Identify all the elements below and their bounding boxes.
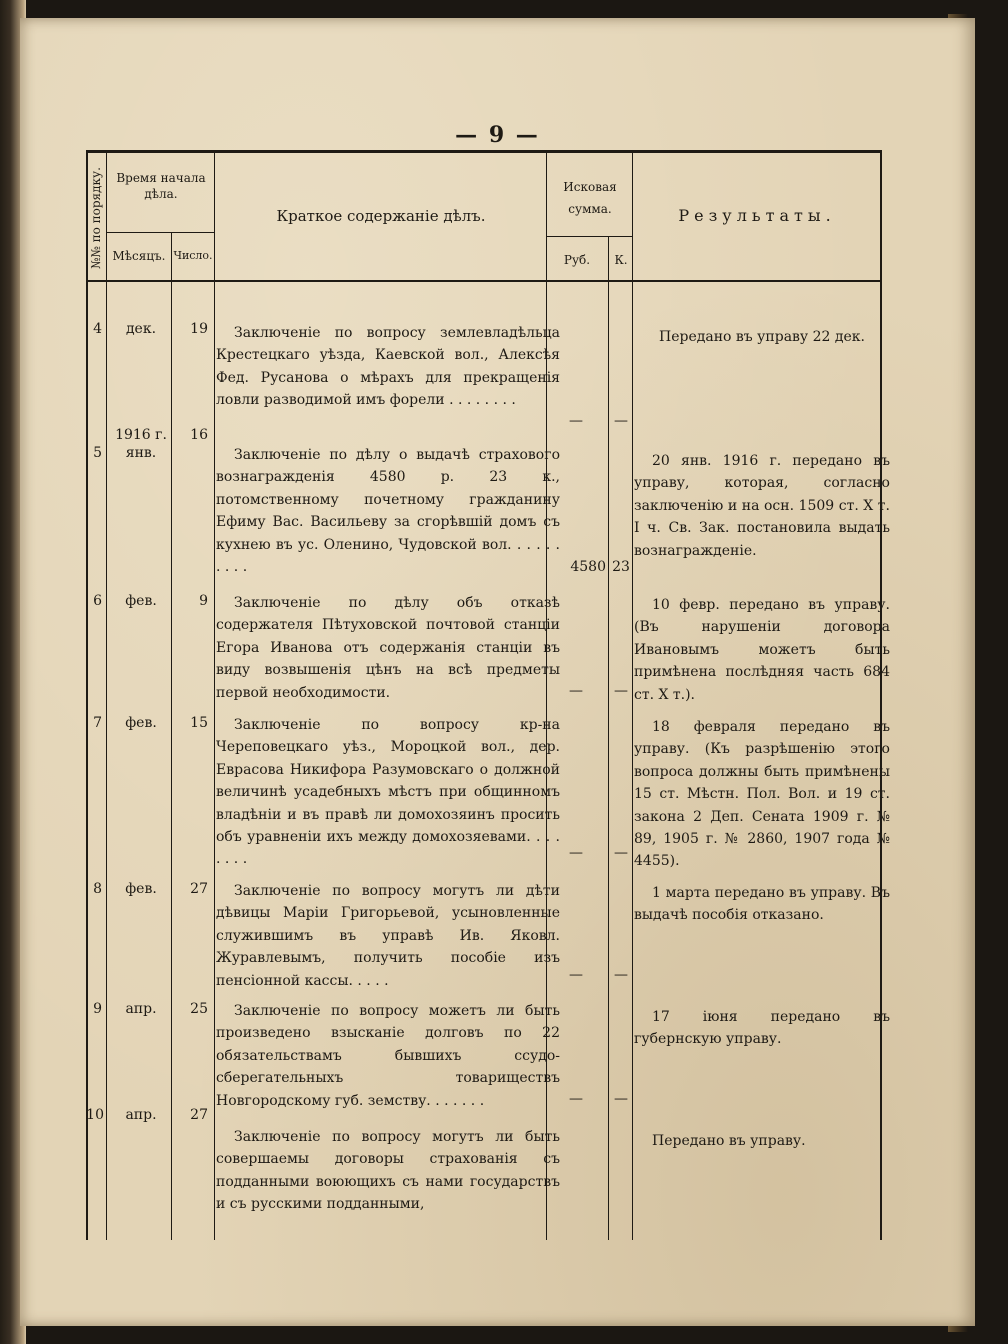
row-8-month: фев. (125, 881, 157, 897)
header-content: Краткое содержаніе дѣлъ. (276, 207, 486, 225)
row-4-no: 4 (93, 321, 102, 337)
row-7-day: 15 (190, 715, 208, 731)
header-rub: Руб. (563, 253, 591, 267)
row-5-year: 1916 г. (115, 427, 167, 443)
row-8-day: 27 (190, 881, 208, 897)
row-7-content: Заключеніе по вопросу кр-на Череповецкаго уѣз., Мороцкой вол., дер. Еврасова Никифора Разумовскаго о должной величинѣ усадебныхъ мѣстъ при общинномъ владѣніи и въ правѣ ли домохозяинъ просить объ уравненіи ихъ между домохозяевами. . . . . . . . (216, 717, 560, 868)
row-9-content: Заключеніе по вопросу можетъ ли быть произведено взысканіе долговъ по 22 обязательствамъ бывшихъ ссудо-сберегательныхъ товариществъ Новгородскому губ. земству. . . . . . . (216, 1003, 560, 1109)
row-4-rub: — (569, 413, 583, 429)
header-no: №№ по порядку. (89, 167, 103, 269)
sum-group-subrule (546, 236, 632, 237)
time-group-subrule (106, 232, 214, 233)
col-rule-rub (608, 236, 609, 1240)
row-6-rub: — (569, 683, 583, 699)
row-10-day: 27 (190, 1107, 208, 1123)
row-5-kop: 23 (612, 559, 630, 575)
table-top-rule (86, 150, 882, 153)
header-time-group: Время начала дѣла. (116, 171, 206, 201)
row-8-content: Заключеніе по вопросу могутъ ли дѣти дѣвицы Маріи Григорьевой, усыновленные служившимъ въ управѣ Ив. Яковл. Журавлевымъ, получить пособіе изъ пенсіонной кассы. . . . . (216, 883, 560, 989)
row-6-day: 9 (199, 593, 208, 609)
header-results: Результаты. (678, 206, 836, 225)
row-8-result: 1 марта передано въ управу. Въ выдачѣ пособія отказано. (634, 885, 890, 924)
row-7-result: 18 февраля передано въ управу. (Къ разрѣшенію этого вопроса должны быть примѣнены 15 ст. Мѣстн. Пол. Вол. и 19 ст. закона 2 Деп. Сената 1909 г. № 89, 1905 г. № 2860, 1907 года № 4455). (634, 719, 890, 870)
row-10-content: Заключеніе по вопросу могутъ ли быть совершаемы договоры страхованія съ подданными воюющихъ съ нами государствъ и съ русскими подданными, (216, 1129, 560, 1213)
row-7-rub: — (569, 845, 583, 861)
header-kop: К. (614, 253, 628, 267)
row-5-no: 5 (93, 445, 102, 461)
row-10-result: Передано въ управу. (652, 1133, 806, 1149)
row-9-no: 9 (93, 1001, 102, 1017)
header-day: Число. (173, 249, 213, 262)
row-9-result: 17 іюня передано въ губернскую управу. (634, 1009, 890, 1048)
row-8-kop: — (614, 967, 628, 983)
row-5-month: янв. (125, 445, 157, 461)
col-rule-month (171, 232, 172, 1240)
row-4-result: Передано въ управу 22 дек. (659, 329, 865, 345)
row-4-month: дек. (125, 321, 157, 337)
row-8-no: 8 (93, 881, 102, 897)
row-4-kop: — (614, 413, 628, 429)
col-rule-day (214, 150, 215, 1240)
col-rule-no (106, 150, 107, 1240)
col-rule-kop (632, 150, 633, 1240)
document-page (20, 18, 975, 1326)
row-5-rub: 4580 (570, 559, 606, 575)
row-6-kop: — (614, 683, 628, 699)
header-month: Мѣсяцъ. (112, 249, 166, 263)
row-7-no: 7 (93, 715, 102, 731)
row-6-result: 10 февр. передано въ управу. (Въ нарушеніи договора Ивановымъ можетъ быть примѣнена послѣдняя часть 684 ст. X т.). (634, 597, 890, 703)
row-7-month: фев. (125, 715, 157, 731)
row-6-month: фев. (125, 593, 157, 609)
row-4-content: Заключеніе по вопросу землевладѣльца Крестецкаго уѣзда, Каевской вол., Алексѣя Фед. Русанова о мѣрахъ для прекращенія ловли разводимой имъ форели . . . . . . . . (216, 325, 560, 409)
row-6-no: 6 (93, 593, 102, 609)
row-5-day: 16 (190, 427, 208, 443)
row-10-no: 10 (86, 1107, 104, 1123)
row-8-rub: — (569, 967, 583, 983)
row-10-month: апр. (125, 1107, 157, 1123)
table-left-rule (86, 150, 88, 1240)
row-5-content: Заключеніе по дѣлу о выдачѣ страхового вознагражденія 4580 р. 23 к., потомственному почетному гражданину Ефиму Вас. Васильеву за сгорѣвшій домъ съ кухнею въ ус. Оленино, Чудовской вол. . . . . . . . . . (216, 447, 560, 576)
row-7-kop: — (614, 845, 628, 861)
table-header-bottom-rule (86, 280, 882, 282)
header-sum-group: Исковая сумма. (563, 180, 617, 216)
row-9-month: апр. (125, 1001, 157, 1017)
page-number: — 9 — (455, 122, 540, 148)
row-5-result: 20 янв. 1916 г. передано въ управу, которая, согласно заключенію и на осн. 1509 ст. X т. I ч. Св. Зак. постановила выдать вознагражденіе. (634, 453, 890, 559)
row-4-day: 19 (190, 321, 208, 337)
row-9-kop: — (614, 1091, 628, 1107)
row-6-content: Заключеніе по дѣлу объ отказѣ содержателя Пѣтуховской почтовой станціи Егора Иванова отъ содержанія станціи въ виду возвышенія цѣнъ на всѣ предметы первой необходимости. (216, 595, 560, 701)
row-9-rub: — (569, 1091, 583, 1107)
row-9-day: 25 (190, 1001, 208, 1017)
